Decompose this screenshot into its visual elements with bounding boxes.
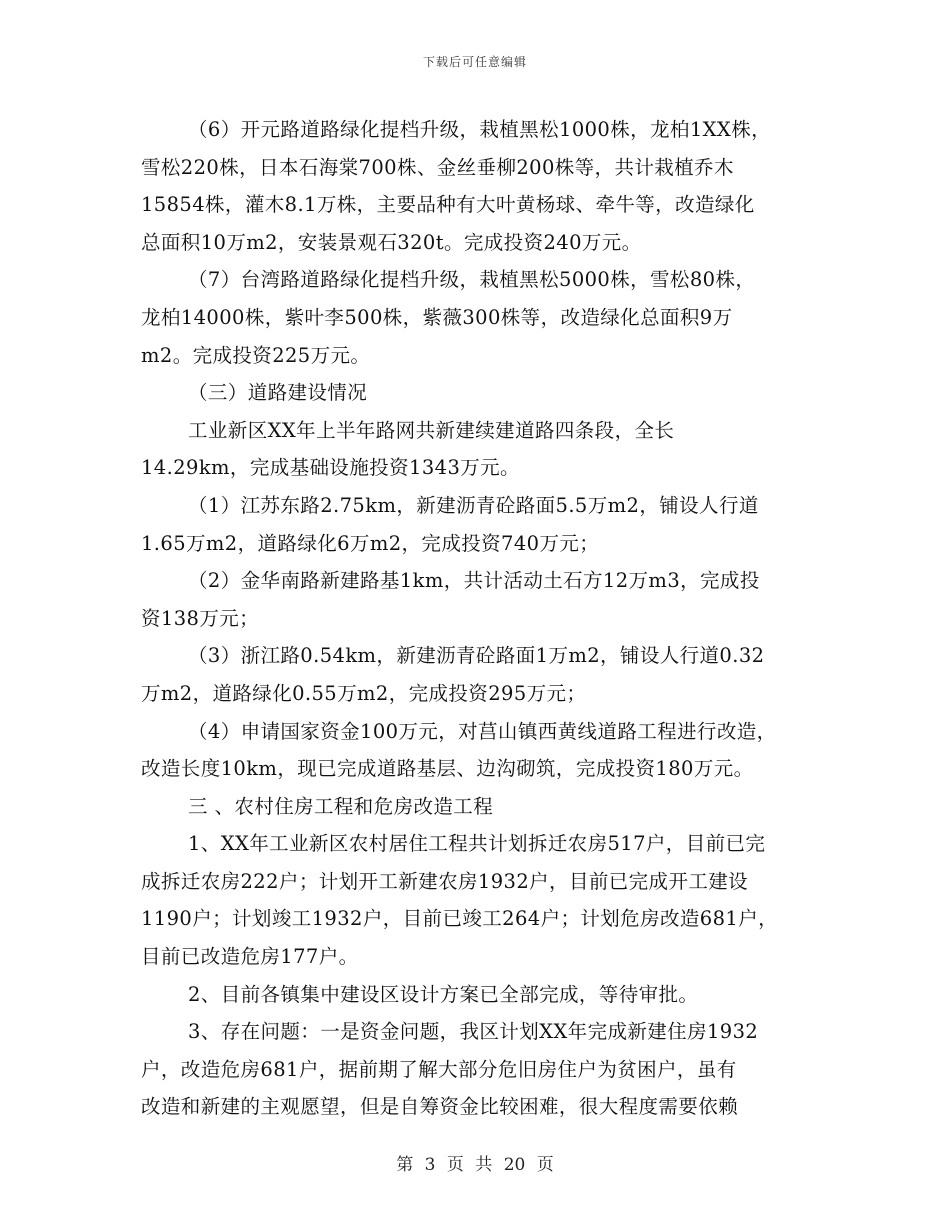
text-line: 总面积10万m2，安装景观石320t。完成投资240万元。	[141, 230, 642, 254]
section-heading: 三 、农村住房工程和危房改造工程	[188, 794, 494, 818]
text-line: 1.65万m2，道路绿化6万m2，完成投资740万元；	[141, 531, 600, 555]
text-line: 户，改造危房681户，据前期了解大部分危旧房住户为贫困户，虽有	[141, 1057, 737, 1081]
text-line: 龙柏14000株，紫叶李500株，紫薇300株等，改造绿化总面积9万	[141, 305, 733, 329]
text-line: （2）金华南路新建路基1km，共计活动土石方12万m3，完成投	[188, 569, 760, 593]
text-line: （4）申请国家资金100万元，对莒山镇西黄线道路工程进行改造，	[188, 719, 777, 743]
section-heading: （三）道路建设情况	[188, 381, 368, 405]
text-line: （3）浙江路0.54km，新建沥青砼路面1万m2，铺设人行道0.32	[188, 644, 765, 668]
text-line: 15854株，灌木8.1万株，主要品种有大叶黄杨球、牵牛等，改造绿化	[141, 193, 755, 217]
text-line: 3、存在问题：一是资金问题，我区计划XX年完成新建住房1932	[188, 1020, 759, 1044]
text-line: 1190户；计划竣工1932户，目前已竣工264户；计划危房改造681户，	[141, 907, 778, 931]
text-line: 成拆迁农房222户；计划开工新建农房1932户，目前已完成开工建设	[141, 869, 749, 893]
text-line: 万m2，道路绿化0.55万m2，完成投资295万元；	[141, 681, 587, 705]
page-number: 第 3 页 共 20 页	[396, 1155, 554, 1175]
text-line: 改造和新建的主观愿望，但是自筹资金比较困难，很大程度需要依赖	[141, 1095, 739, 1119]
text-line: （7）台湾路道路绿化提档升级，栽植黑松5000株，雪松80株，	[188, 268, 756, 292]
text-line: （6）开元路道路绿化提档升级，栽植黑松1000株，龙柏1XX株，	[188, 118, 772, 141]
text-line: 目前已改造危房177户。	[141, 945, 359, 969]
document-body	[141, 111, 821, 1126]
text-line: 2、目前各镇集中建设区设计方案已全部完成，等待审批。	[188, 982, 699, 1006]
text-line: 工业新区XX年上半年路网共新建续建道路四条段，全长	[188, 418, 675, 442]
page-header: 下载后可任意编辑	[422, 55, 527, 69]
text-line: 改造长度10km，现已完成道路基层、边沟砌筑，完成投资180万元。	[141, 757, 754, 781]
text-line: 雪松220株，日本石海棠700株、金丝垂柳200株等，共计栽植乔木	[141, 155, 734, 179]
text-line: 1、XX年工业新区农村居住工程共计划拆迁农房517户，目前已完	[188, 832, 766, 856]
text-line: 14.29km，完成基础设施投资1343万元。	[141, 456, 520, 480]
text-line: 资138万元；	[141, 606, 260, 630]
text-line: m2。完成投资225万元。	[141, 343, 371, 367]
text-line: （1）江苏东路2.75km，新建沥青砼路面5.5万m2，铺设人行道	[188, 493, 759, 517]
